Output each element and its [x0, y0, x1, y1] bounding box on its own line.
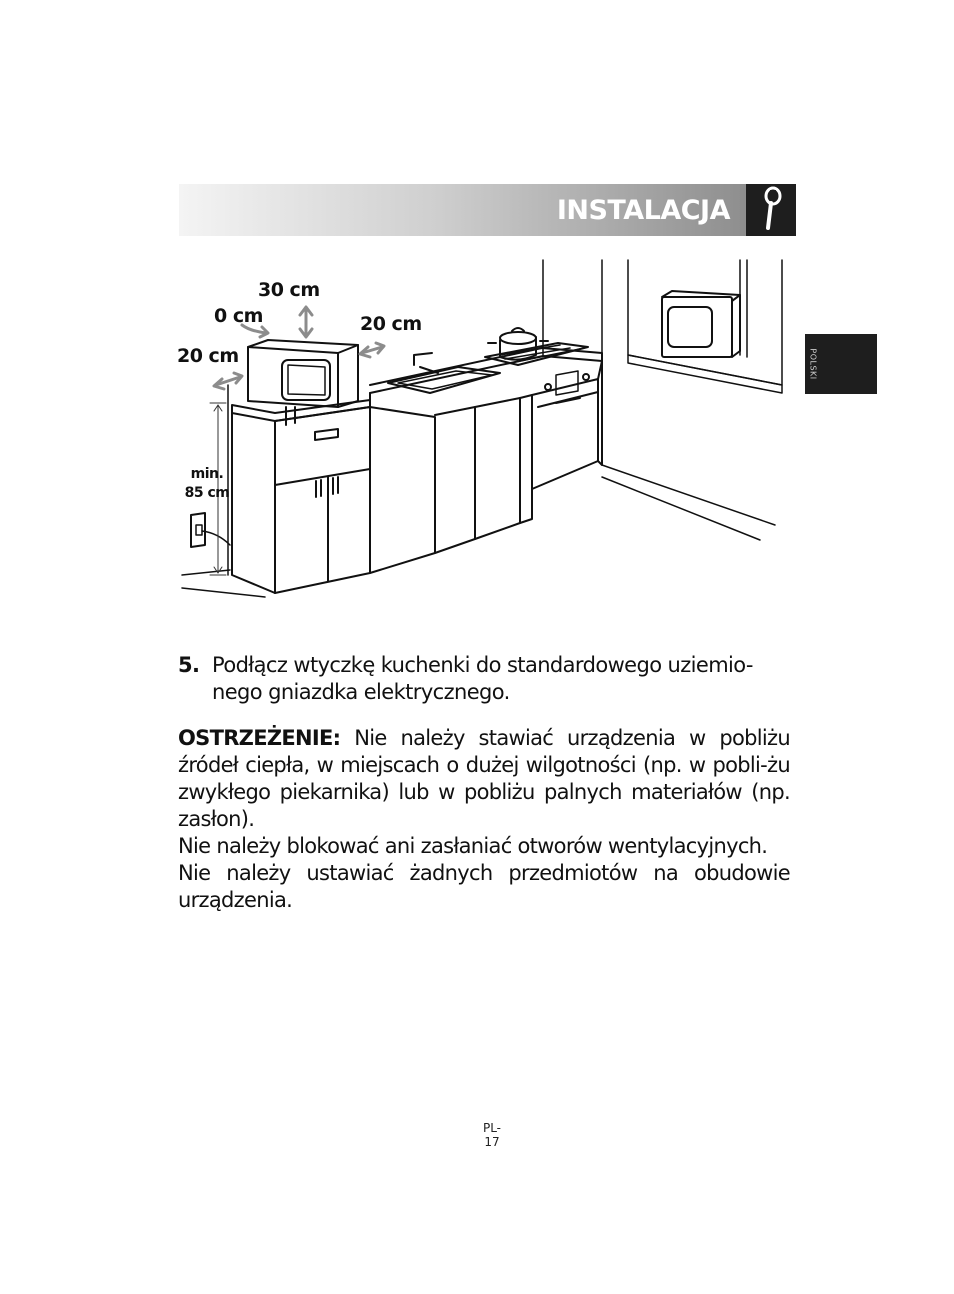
section-title: INSTALACJA [556, 195, 730, 226]
installation-step-5 [178, 652, 790, 706]
warning-text-2: Nie należy blokować ani zasłaniać otworów wentylacyjnych. [178, 834, 768, 858]
dim-top-clearance: 30 cm [258, 279, 320, 301]
warning-text-1: Nie należy stawiać urządzenia w pobliżu źródeł ciepła, w miejscach o dużej wilgotności (np. w pobli-żu zwykłego piekarnika) lub w pobliżu palnych materiałów (np. zasłon). [178, 726, 790, 831]
warning-text-3: Nie należy ustawiać żadnych przedmiotów na obudowie urządzenia. [178, 861, 790, 912]
section-header [179, 184, 746, 236]
dim-left-clearance: 20 cm [177, 345, 239, 367]
wrench-icon [746, 184, 796, 236]
step-text: Podłącz wtyczkę kuchenki do standardowego uziemio-nego gniazdka elektrycznego. [212, 653, 753, 704]
warning-block [178, 725, 790, 914]
page-number: PL-17 [482, 1121, 502, 1149]
warning-paragraph-1 [178, 725, 790, 833]
language-tab-label: POLSKI [808, 348, 818, 380]
dim-back-clearance: 0 cm [214, 305, 263, 327]
dim-min-height-line1: min. [190, 466, 224, 482]
step-number: 5. [178, 653, 200, 677]
dim-min-height [184, 465, 230, 503]
warning-label: OSTRZEŻENIE: [178, 726, 341, 750]
kitchen-installation-illustration [170, 255, 790, 605]
dim-min-height-line2: 85 cm [184, 485, 230, 501]
dim-right-clearance: 20 cm [360, 313, 422, 335]
